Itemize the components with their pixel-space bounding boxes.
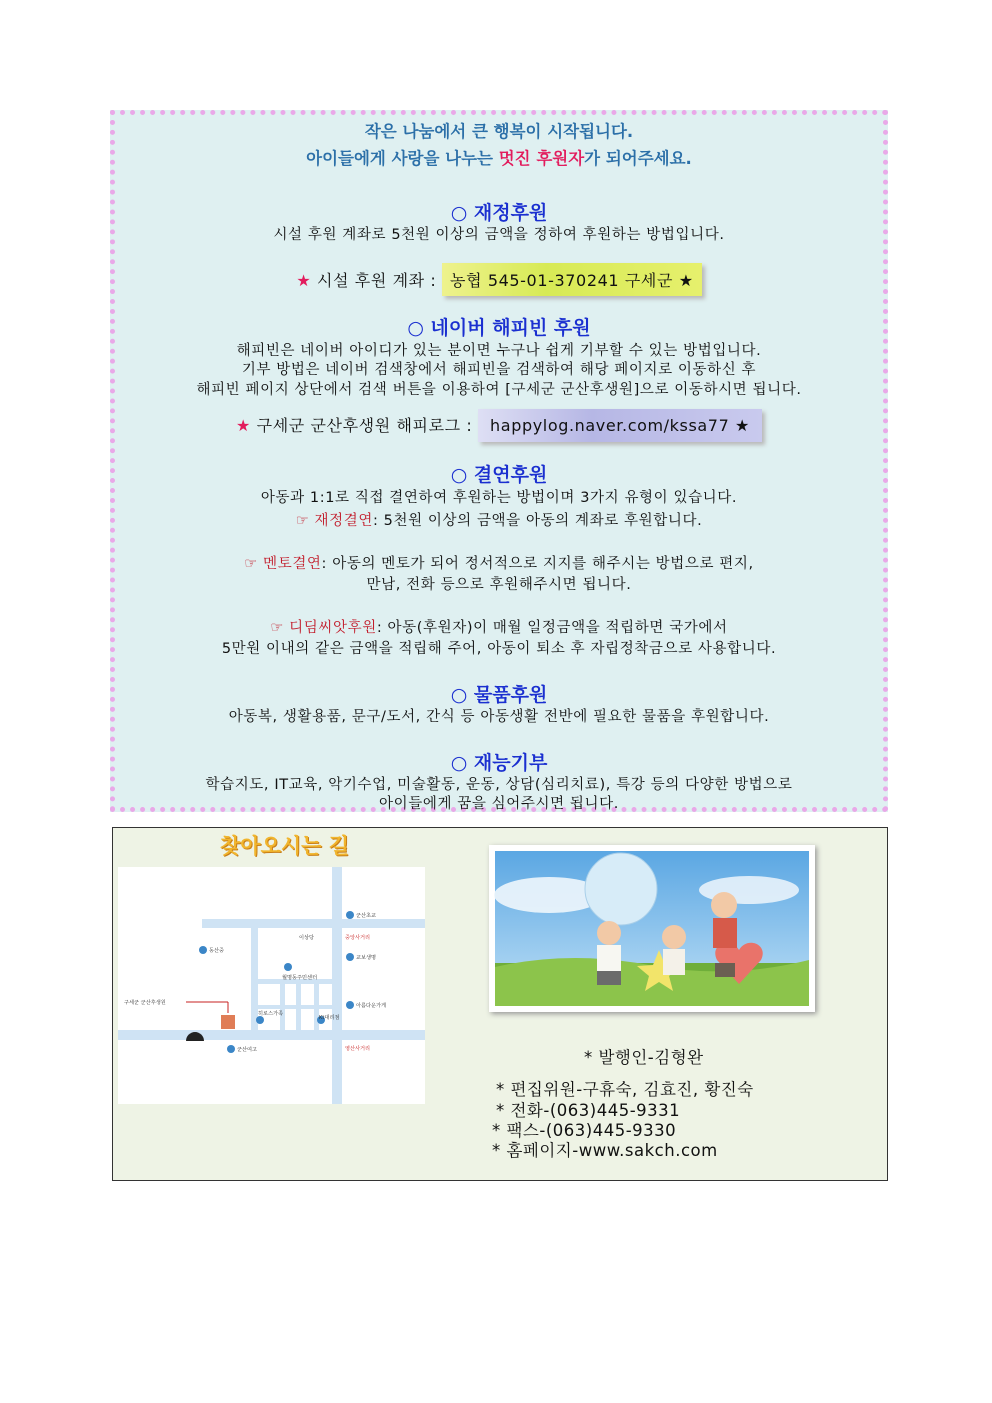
happybean-desc-3: 해피빈 페이지 상단에서 검색 버튼을 이용하여 [구세군 군산후생원]으로 이동하시면 됩니다.	[196, 382, 802, 398]
happylog-link[interactable]: happylog.naver.com/kssa77 ★	[478, 409, 762, 442]
phone-line: * 전화-(063)445-9331	[496, 1101, 681, 1120]
map-label-heroes: 히로스가족	[258, 1011, 284, 1017]
sponsorship-type-mentor	[115, 552, 883, 573]
finance-account-row	[115, 263, 883, 296]
map-label-arirang: 아름다운가게	[356, 1003, 387, 1009]
map-label-wolmyeong: 월명동주민센터	[282, 975, 318, 981]
talent-desc-1: 학습지도, IT교육, 악기수업, 미술활동, 운동, 상담(심리치료), 특강 등의 다양한 방법으로	[205, 777, 793, 793]
map-roads	[118, 867, 425, 1104]
map-label-isangdang: 이상당	[299, 935, 315, 941]
directions-map	[118, 867, 425, 1104]
section-title-finance: ○ 재정후원	[450, 202, 548, 224]
type-name: 디딤씨앗후원	[289, 620, 377, 636]
children-illustration	[489, 845, 815, 1012]
happylog-label: 구세군 군산후생원 해피로그 :	[250, 416, 479, 435]
talent-desc-2: 아이들에게 꿈을 심어주시면 됩니다.	[379, 796, 619, 812]
map-label-home: 구세군 군산후생원	[124, 1000, 166, 1006]
section-title-happybean: ○ 네이버 해피빈 후원	[407, 317, 591, 339]
type-text: : 아동(후원자)이 매월 일정금액을 적립하면 국가에서	[376, 620, 728, 636]
type-name: 재정결연	[314, 513, 373, 529]
building-icon	[221, 1015, 235, 1029]
pointing-hand-icon: ☞	[295, 513, 315, 529]
sponsorship-type-didim-cont: 5만원 이내의 같은 금액을 적립해 주어, 아동이 퇴소 후 자립정착금으로 사용합니다.	[221, 641, 777, 657]
happybean-desc-1: 해피빈은 네이버 아이디가 있는 분이면 누구나 쉽게 기부할 수 있는 방법입니다.	[236, 343, 762, 359]
map-label-kunsan-high: 군산여고	[237, 1047, 258, 1053]
intro-line-2	[115, 145, 883, 169]
type-name: 멘토결연	[263, 556, 322, 572]
publisher-line: * 발행인-김형완	[584, 1048, 704, 1067]
children-image	[489, 845, 815, 1012]
intro-line-2-suffix: 가 되어주세요.	[584, 149, 692, 168]
map-label-kyobo: 교보생명	[356, 955, 377, 961]
fax-line: * 팩스-(063)445-9330	[492, 1121, 677, 1140]
intro-line-1: 작은 나눔에서 큰 행복이 시작됩니다.	[364, 122, 634, 141]
section-title-sponsorship: ○ 결연후원	[450, 464, 548, 486]
sponsorship-panel	[110, 110, 888, 812]
type-text: : 5천원 이상의 금액을 아동의 계좌로 후원합니다.	[372, 513, 703, 529]
sponsorship-type-didim	[115, 616, 883, 637]
map-label-kunsan-elem: 군산초교	[356, 913, 377, 919]
finance-account-number: 농협 545-01-370241 구세군 ★	[442, 263, 702, 296]
pointing-hand-icon: ☞	[270, 620, 290, 636]
finance-account-label: 시설 후원 계좌 :	[311, 271, 443, 290]
pointing-hand-icon: ☞	[244, 556, 264, 572]
star-icon: ★	[296, 271, 312, 290]
directions-title: 찾아오시는 길	[220, 834, 350, 858]
section-title-talent: ○ 재능기부	[450, 752, 548, 774]
star-icon: ★	[236, 416, 251, 435]
intro-line-2-prefix: 아이들에게 사랑을 나누는	[306, 149, 499, 168]
map-label-yeongsan: 영산사거리	[345, 1046, 371, 1052]
homepage-line[interactable]: * 홈페이지-www.sakch.com	[492, 1141, 718, 1160]
editors-line: * 편집위원-구휴숙, 김효진, 황진숙	[496, 1080, 754, 1099]
map-graphic	[118, 867, 425, 1104]
happylog-row	[115, 409, 883, 442]
happybean-desc-2: 기부 방법은 네이버 검색창에서 해피빈을 검색하여 해당 페이지로 이동하신 후	[241, 362, 757, 378]
type-text: : 아동의 멘토가 되어 정서적으로 지지를 해주시는 방법으로 편지,	[321, 556, 754, 572]
sponsorship-type-finance	[115, 509, 883, 530]
intro-highlight: 멋진 후원자	[498, 149, 585, 168]
map-label-dongsanjung: 동산중	[209, 948, 225, 954]
sponsorship-type-mentor-cont: 만남, 전화 등으로 후원해주시면 됩니다.	[366, 577, 632, 593]
section-title-goods: ○ 물품후원	[450, 684, 548, 706]
map-label-jungang: 중앙사거리	[345, 935, 371, 941]
goods-desc: 아동복, 생활용품, 문구/도서, 간식 등 아동생활 전반에 필요한 물품을 후원합니다.	[228, 709, 770, 725]
map-label-kt: Kt대리점	[319, 1015, 340, 1021]
finance-desc: 시설 후원 계좌로 5천원 이상의 금액을 정하여 후원하는 방법입니다.	[273, 227, 725, 243]
sponsorship-desc: 아동과 1:1로 직접 결연하여 후원하는 방법이며 3가지 유형이 있습니다.	[260, 490, 738, 506]
